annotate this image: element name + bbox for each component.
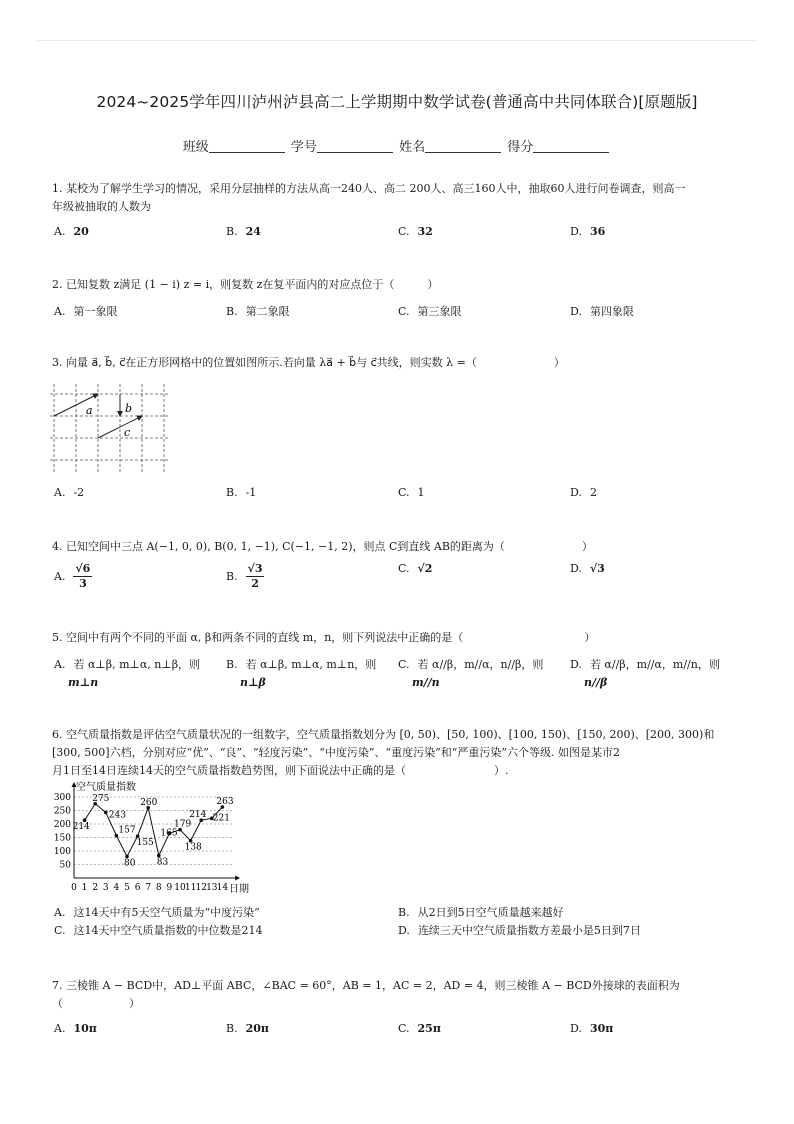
question-5-options xyxy=(54,656,744,694)
data-label: 260 xyxy=(140,797,158,808)
question-6-line3: 月1日至14日连续14天的空气质量指数趋势图，则下面说法中正确的是（ ）. xyxy=(52,764,509,777)
option-d[interactable]: D. 若 α//β，m//α，m//n，则 n//β xyxy=(570,658,720,689)
page-title: 2024~2025学年四川泸州泸县高二上学期期中数学试卷(普通高中共同体联合)[原题版] xyxy=(96,93,698,111)
option-d[interactable]: D. 36 xyxy=(570,225,606,238)
option-d[interactable]: D. 第四象限 xyxy=(570,305,634,318)
top-divider xyxy=(36,40,758,41)
x-tick-label: 11 xyxy=(184,883,197,893)
option-b[interactable]: B. 若 α⊥β, m⊥α, m⊥n，则 n⊥β xyxy=(226,658,377,689)
question-1-line2: 年级被抽取的人数为 xyxy=(52,200,151,213)
chart-x-axis-label: 日期 xyxy=(229,884,249,895)
x-tick-label: 7 xyxy=(145,883,152,893)
name-label: 姓名 xyxy=(399,140,426,155)
data-label: 83 xyxy=(156,857,169,868)
option-a[interactable]: A. -2 xyxy=(54,486,85,499)
option-b[interactable]: B. 24 xyxy=(226,225,261,238)
question-4-text: 4. 已知空间中三点 A(−1, 0, 0), B(0, 1, −1), C(−1, −1, 2)，则点 C到直线 AB的距离为（ ） xyxy=(52,540,593,553)
option-a[interactable]: A. 若 α⊥β, m⊥α, n⊥β，则 m⊥n xyxy=(54,658,201,689)
option-b[interactable]: B. -1 xyxy=(226,486,257,499)
x-tick-label: 12 xyxy=(195,883,207,893)
option-c[interactable]: C. 32 xyxy=(398,225,433,238)
data-label: 214 xyxy=(189,810,207,821)
option-d[interactable]: D. 连续三天中空气质量指数方差最小是5日到7日 xyxy=(398,924,641,937)
data-label: 243 xyxy=(108,810,126,821)
data-label: 221 xyxy=(212,813,230,824)
x-tick-label: 3 xyxy=(102,883,109,893)
x-axis-arrowhead xyxy=(235,876,240,881)
question-7 xyxy=(52,977,742,1013)
data-label: 165 xyxy=(160,828,178,839)
question-3-options xyxy=(54,486,744,506)
student-info-line xyxy=(0,136,794,155)
student-id-label: 学号 xyxy=(290,140,317,155)
x-tick-label: 9 xyxy=(166,883,173,893)
question-7-line2: （ ） xyxy=(52,997,140,1010)
question-5-text: 5. 空间中有两个不同的平面 α, β和两条不同的直线 m，n，则下列说法中正确的是（ ） xyxy=(52,631,596,644)
option-d[interactable]: D. 2 xyxy=(570,486,597,499)
option-a[interactable]: A. 20 xyxy=(54,225,89,238)
y-tick-label: 150 xyxy=(53,833,71,844)
x-tick-label: 10 xyxy=(174,883,186,893)
question-1-options xyxy=(54,225,744,245)
option-c[interactable]: C. 第三象限 xyxy=(398,305,462,318)
question-6-options xyxy=(54,904,744,940)
question-6 xyxy=(52,726,742,780)
option-b[interactable]: B. 20π xyxy=(226,1022,269,1035)
class-label: 班级 xyxy=(182,140,209,155)
score-label: 得分 xyxy=(507,140,534,155)
y-tick-label: 100 xyxy=(53,847,71,857)
data-label: 275 xyxy=(92,793,110,804)
score-blank[interactable] xyxy=(533,140,609,153)
question-7-options xyxy=(54,1022,744,1042)
question-7-line1: 7. 三棱锥 A − BCD中，AD⊥平面 ABC，∠BAC = 60°，AB = 1，AC = 2，AD = 4，则三棱锥 A − BCD外接球的表面积为 xyxy=(52,979,680,992)
question-6-line1: 6. 空气质量指数是评估空气质量状况的一组数字，空气质量指数划分为 [0, 50)、[50, 100)、[100, 150)、[150, 200)、[200, 300)和 xyxy=(52,728,715,741)
option-c[interactable]: C. 25π xyxy=(398,1022,441,1035)
x-tick-label: 1 xyxy=(81,883,88,893)
data-label: 155 xyxy=(136,838,154,849)
chart-title: 空气质量指数 xyxy=(76,782,136,793)
grid-lines xyxy=(50,384,168,472)
y-tick-label: 200 xyxy=(53,820,71,830)
data-label: 80 xyxy=(124,858,136,869)
question-3 xyxy=(52,354,742,372)
option-c[interactable]: C. 若 α//β，m//α，n//β，则 m//n xyxy=(398,658,544,689)
x-tick-label: 8 xyxy=(155,883,162,893)
question-4 xyxy=(52,538,742,556)
data-label: 214 xyxy=(72,822,90,833)
aqi-line-chart xyxy=(50,780,260,898)
question-2-text: 2. 已知复数 z满足 (1 − i) z = i，则复数 z在复平面内的对应点位于（ ） xyxy=(52,278,439,291)
name-blank[interactable] xyxy=(425,140,501,153)
data-point xyxy=(104,811,108,815)
option-d[interactable]: D. 30π xyxy=(570,1022,614,1035)
option-a[interactable]: A. 这14天中有5天空气质量为“中度污染” xyxy=(54,906,260,919)
question-3-text: 3. 向量 a⃗, b⃗, c⃗在正方形网格中的位置如图所示.若向量 λa⃗ + b⃗与 c⃗共线，则实数 λ =（ ） xyxy=(52,356,565,369)
vector-c-label: c xyxy=(124,426,131,439)
y-tick-label: 300 xyxy=(53,793,71,803)
option-a[interactable]: A. 第一象限 xyxy=(54,305,118,318)
x-tick-label: 4 xyxy=(113,883,120,893)
vector-a-label: a xyxy=(86,404,93,417)
x-tick-label: 13 xyxy=(206,883,218,893)
x-tick-label: 6 xyxy=(134,883,141,893)
x-tick-label: 2 xyxy=(92,883,99,893)
option-c[interactable]: C. 1 xyxy=(398,486,425,499)
option-b[interactable]: B. $\frac{√3}{2}$ xyxy=(226,562,263,590)
vector-b-label: b xyxy=(125,402,133,415)
data-label: 157 xyxy=(118,825,136,836)
x-tick-label: 5 xyxy=(124,883,130,893)
option-c[interactable]: C. 这14天中空气质量指数的中位数是214 xyxy=(54,924,263,937)
y-tick-label: 250 xyxy=(53,806,71,817)
question-5 xyxy=(52,629,742,647)
question-6-line2: [300, 500]六档，分别对应“优”、“良”、“轻度污染”、“中度污染”、“重度污染”和“严重污染”六个等级. 如图是某市2 xyxy=(52,746,621,759)
option-a[interactable]: A. 10π xyxy=(54,1022,97,1035)
x-tick-label: 14 xyxy=(216,883,229,893)
question-4-options xyxy=(54,562,744,598)
vector-grid-figure xyxy=(50,384,170,472)
option-c[interactable]: C. √2 xyxy=(398,562,433,575)
chart-x-ticks xyxy=(71,883,228,893)
option-a[interactable]: A. $\frac{√6}{3}$ xyxy=(54,562,91,590)
question-2-options xyxy=(54,303,744,323)
option-d[interactable]: D. √3 xyxy=(570,562,605,575)
question-2 xyxy=(52,276,742,294)
data-label: 179 xyxy=(174,819,192,830)
x-tick-label: 0 xyxy=(71,883,77,893)
y-tick-label: 50 xyxy=(59,860,71,871)
chart-y-ticks xyxy=(54,793,71,871)
data-label: 138 xyxy=(184,842,202,853)
student-id-blank[interactable] xyxy=(317,140,393,153)
option-b[interactable]: B. 第二象限 xyxy=(226,305,290,318)
data-label: 263 xyxy=(216,796,234,807)
option-b[interactable]: B. 从2日到5日空气质量越来越好 xyxy=(398,906,564,919)
question-1-line1: 1. 某校为了解学生学习的情况，采用分层抽样的方法从高一240人、高二 200人、高三160人中，抽取60人进行问卷调查，则高一 xyxy=(52,182,686,195)
question-1 xyxy=(52,180,742,216)
class-blank[interactable] xyxy=(209,140,285,153)
